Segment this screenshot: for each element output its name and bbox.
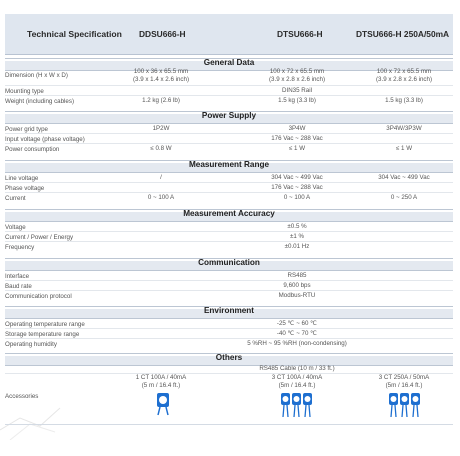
spec-column-title: Technical Specification — [27, 29, 122, 39]
column-dtsu666-h: DTSU666-H — [277, 29, 323, 39]
current-label: Current — [5, 195, 26, 202]
current-ddsu: 0 ~ 100 A — [147, 194, 175, 201]
grid-type-ddsu: 1P2W — [152, 125, 170, 132]
mounting-label: Mounting type — [5, 88, 44, 95]
humidity-label: Operating humidity — [5, 341, 57, 348]
current-dtsu-250a: 0 ~ 250 A — [390, 194, 418, 201]
interface-value: RS485 — [287, 272, 307, 279]
input-voltage-label: Input voltage (phase voltage) — [5, 136, 85, 143]
line-voltage-dtsu-250a: 304 Vac ~ 499 Vac — [378, 174, 430, 181]
protocol-value: Modbus-RTU — [278, 292, 316, 299]
power-consumption-label: Power consumption — [5, 146, 60, 153]
operating-temp-value: -25 ℃ ~ 60 ℃ — [276, 320, 318, 327]
current-dtsu: 0 ~ 100 A — [283, 194, 311, 201]
interface-label: Interface — [5, 273, 30, 280]
phase-voltage-value: 176 Vac ~ 288 Vac — [271, 184, 323, 191]
operating-temp-label: Operating temperature range — [5, 321, 85, 328]
consumption-dtsu-250a: ≤ 1 W — [395, 145, 413, 152]
weight-ddsu: 1.2 kg (2.6 lb) — [142, 97, 180, 104]
rs485-cable-value: RS485 Cable (10 m / 33 ft.) — [259, 365, 335, 372]
dimension-ddsu — [108, 68, 214, 83]
weight-dtsu: 1.5 kg (3.3 lb) — [278, 97, 316, 104]
dimension-label: Dimension (H x W x D) — [5, 72, 68, 79]
dimension-dtsu-250a-line2: (3.9 x 2.8 x 2.6 inch) — [375, 75, 433, 83]
line-voltage-ddsu: / — [160, 174, 162, 181]
voltage-accuracy-label: Voltage — [5, 224, 26, 231]
column-dtsu666-h-250a: DTSU666-H 250A/50mA — [356, 29, 450, 39]
grid-type-dtsu: 3P4W — [288, 125, 306, 132]
grid-type-label: Power grid type — [5, 126, 48, 133]
frequency-accuracy-value: ±0.01 Hz — [284, 243, 310, 250]
line-voltage-label: Line voltage — [5, 175, 39, 182]
table-header — [5, 14, 453, 55]
accessory-ddsu-line1: 1 CT 100A / 40mA — [135, 374, 187, 381]
cpe-accuracy-label: Current / Power / Energy — [5, 234, 74, 241]
baud-rate-value: 9,600 bps — [283, 282, 311, 289]
section-title-range: Measurement Range — [188, 160, 270, 169]
column-ddsu666-h: DDSU666-H — [139, 29, 186, 39]
weight-label: Weight (including cables) — [5, 98, 75, 105]
consumption-ddsu: ≤ 0.8 W — [150, 145, 172, 152]
frequency-accuracy-label: Frequency — [5, 244, 35, 251]
humidity-value: 5 %RH ~ 95 %RH (non-condensing) — [247, 340, 347, 347]
storage-temp-value: -40 ℃ ~ 70 ℃ — [276, 330, 318, 337]
section-title-communication: Communication — [198, 258, 260, 267]
current-transformer-set-250a-icon — [388, 390, 422, 418]
accessory-dtsu-250a — [350, 374, 458, 389]
voltage-accuracy-value: ±0.5 % — [287, 223, 307, 230]
dimension-ddsu-line1: 100 x 36 x 65.5 mm — [133, 68, 189, 75]
accessory-dtsu-line2: (5m / 16.4 ft.) — [278, 381, 316, 389]
current-transformer-icon — [150, 390, 176, 416]
dimension-dtsu-line2: (3.9 x 2.8 x 2.6 inch) — [268, 75, 326, 83]
section-title-general: General Data — [203, 58, 255, 67]
section-title-environment: Environment — [203, 306, 255, 315]
accessory-ddsu — [108, 374, 214, 389]
storage-temp-label: Storage temperature range — [5, 331, 80, 338]
phase-voltage-label: Phase voltage — [5, 185, 45, 192]
section-title-others: Others — [215, 353, 243, 362]
section-title-power: Power Supply — [201, 111, 257, 120]
current-transformer-set-icon — [280, 390, 314, 418]
mounting-value: DIN35 Rail — [282, 87, 312, 94]
accessories-label: Accessories — [5, 393, 39, 400]
protocol-label: Communication protocol — [5, 293, 72, 300]
section-title-accuracy: Measurement Accuracy — [183, 209, 275, 218]
accessory-dtsu-250a-line2: (5m / 16.4 ft.) — [385, 381, 423, 389]
weight-dtsu-250a: 1.5 kg (3.3 lb) — [385, 97, 423, 104]
line-voltage-dtsu: 304 Vac ~ 499 Vac — [271, 174, 323, 181]
dimension-dtsu-250a-line1: 100 x 72 x 65.5 mm — [376, 68, 432, 75]
accessory-ddsu-line2: (5 m / 16.4 ft.) — [141, 381, 181, 389]
dimension-ddsu-line2: (3.9 x 1.4 x 2.6 inch) — [132, 75, 190, 83]
baud-rate-label: Baud rate — [5, 283, 32, 290]
dimension-dtsu-250a — [350, 68, 458, 83]
watermark-decoration — [0, 380, 120, 440]
accessory-dtsu-line1: 3 CT 100A / 40mA — [271, 374, 323, 381]
cpe-accuracy-value: ±1 % — [289, 233, 305, 240]
accessory-dtsu — [237, 374, 357, 389]
consumption-dtsu: ≤ 1 W — [288, 145, 306, 152]
accessory-dtsu-250a-line1: 3 CT 250A / 50mA — [378, 374, 430, 381]
dimension-dtsu — [237, 68, 357, 83]
dimension-dtsu-line1: 100 x 72 x 65.5 mm — [269, 68, 325, 75]
grid-type-dtsu-250a: 3P4W/3P3W — [386, 125, 422, 132]
input-voltage-value: 176 Vac ~ 288 Vac — [271, 135, 323, 142]
